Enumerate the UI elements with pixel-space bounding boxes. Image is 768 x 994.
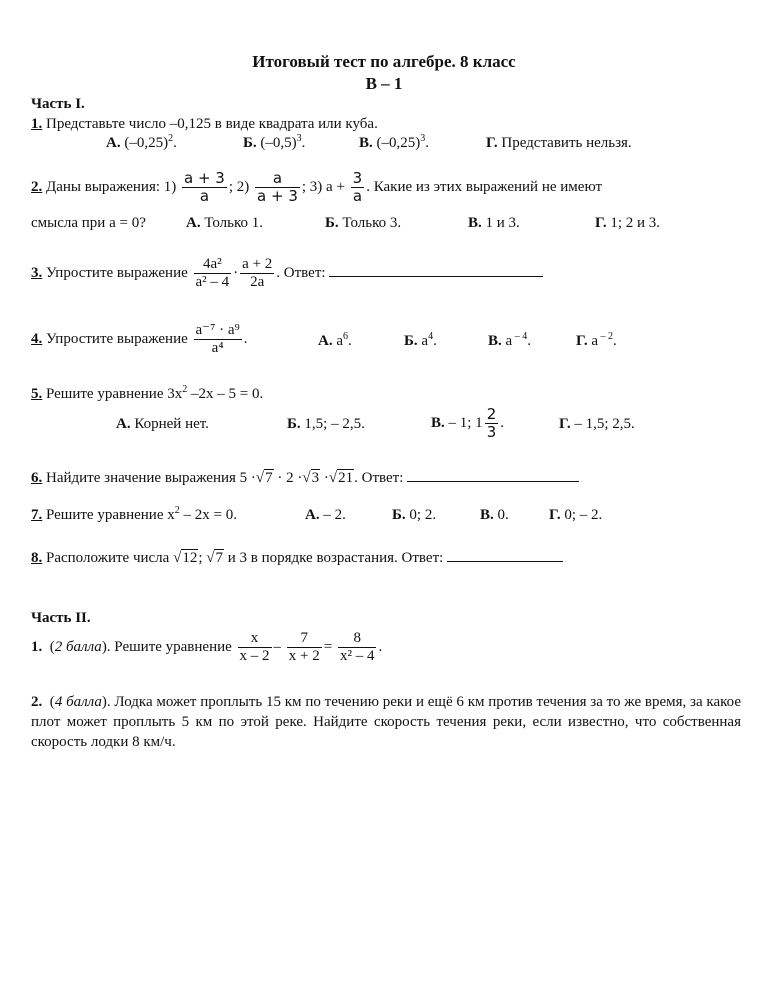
part2-question-1: 1. (2 балла). Решите уравнение $\frac{x}{x - 2}$ – $\frac{7}{x + 2}$ = $\frac{8}{\text{x² – 4}}$ . — [31, 630, 383, 664]
q4-fraction: $\frac{\text{a⁻⁷ · a⁹}}{\text{a⁴}}$ — [195, 322, 240, 356]
p2q1-fraction-2: $\frac{7}{x + 2}$ — [288, 630, 320, 664]
q7-option-a: А. – 2. — [305, 507, 346, 523]
question-2: 2. Даны выражения: 1) $\frac{a + 3}{a}$ ; 2) $\frac{a}{a + 3}$ ; 3) a + $\frac{3}{a}$ . Какие из этих выражений не имеют — [31, 169, 603, 205]
question-5: 5. Решите уравнение $3x^2$ –2x – 5 = 0. — [31, 384, 264, 402]
q2-option-a: А. Только 1. — [186, 215, 264, 231]
question-number: 1. — [31, 116, 43, 132]
q3-fraction-1: $\frac{\text{4a²}}{\text{a² – 4}}$ — [195, 256, 230, 290]
q1-option-b: Б. $(-0,5)^3$. — [243, 133, 306, 151]
q5-option-c: В. – 1; 1 $\frac{2}{3}$ . — [431, 405, 504, 441]
sqrt-3: √3 — [302, 470, 320, 486]
q2-expression-2: $\frac{a}{a + 3}$ — [257, 169, 298, 205]
p2q1-fraction-3: $\frac{8}{\text{x² – 4}}$ — [339, 630, 375, 664]
q4-option-d: Г. a $^{- 2}$. — [576, 331, 617, 349]
q1-option-d: Г. Представить нельзя. — [486, 135, 632, 151]
question-text: Представьте число –0,125 в виде квадрата или куба. — [46, 116, 378, 132]
q3-fraction-2: $\frac{a + 2}{2a}$ — [242, 256, 273, 290]
p2q1-fraction-1: $\frac{x}{x - 2}$ — [239, 630, 270, 664]
question-3: 3. Упростите выражение $\frac{\text{4a²}}{\text{a² – 4}}$ · $\frac{a + 2}{2a}$ . Ответ: — [31, 256, 543, 291]
part1-heading: Часть I. — [31, 96, 85, 112]
q5-option-a: А. Корней нет. — [116, 416, 209, 432]
q4-option-c: В. a $^{- 4}$. — [488, 331, 531, 349]
q2-line-2: смысла при а = 0? — [31, 215, 146, 231]
question-8: 8. Расположите числа √12; √7 и 3 в порядке возрастания. Ответ: — [31, 550, 563, 567]
q1-option-c: В. $(-0,25)^3$. — [359, 133, 430, 151]
part2-heading: Часть II. — [31, 610, 91, 626]
q7-option-c: В. 0. — [480, 507, 509, 523]
sqrt-12: √12 — [173, 550, 198, 566]
q5-option-b: Б. 1,5; – 2,5. — [287, 416, 365, 432]
q7-option-b: Б. 0; 2. — [392, 507, 437, 523]
part2-question-2: 2. (4 балла). Лодка может проплыть 15 км по течению реки и ещё 6 км против течения за то же время, за какое плот может проплыть 5 км по этой реке. Найдите скорость течения реки, если известно, что собственная скорость лодки 8 км/ч. — [31, 694, 741, 750]
q5-mixed-fraction: $\frac{2}{3}$ — [486, 405, 497, 441]
q4-option-b: Б. $a^4$. — [404, 331, 437, 349]
sqrt-7: √7 — [255, 470, 273, 486]
q2-option-c: В. 1 и 3. — [468, 215, 520, 231]
question-7: 7. Решите уравнение $x^2 - 2x = 0$. — [31, 505, 237, 523]
q5-option-d: Г. – 1,5; 2,5. — [559, 416, 635, 432]
answer-blank[interactable] — [407, 481, 579, 482]
variant-label: В – 1 — [365, 74, 403, 93]
sqrt-7: √7 — [206, 550, 223, 566]
question-4: 4. Упростите выражение $\frac{\text{a⁻⁷ · a⁹}}{\text{a⁴}}$ . — [31, 322, 248, 356]
q1-option-a: А. $(-0,25)^2$. — [106, 133, 177, 151]
q2-option-d: Г. 1; 2 и 3. — [595, 215, 661, 231]
q2-option-b: Б. Только 3. — [325, 215, 402, 231]
answer-blank[interactable] — [329, 276, 543, 277]
answer-blank[interactable] — [447, 561, 563, 562]
sqrt-21: √21 — [328, 470, 354, 486]
q7-option-d: Г. 0; – 2. — [549, 507, 603, 523]
q4-option-a: А. $a^6$. — [318, 331, 352, 349]
question-6: 6. Найдите значение выражения 5 ·√7 · 2 ·√3 ·√21. Ответ: — [31, 470, 579, 487]
q2-expression-3: $\frac{3}{a}$ — [352, 169, 363, 205]
q2-expression-1: $\frac{a + 3}{a}$ — [184, 169, 225, 205]
page-title: Итоговый тест по алгебре. 8 класс — [252, 52, 516, 71]
question-1 — [31, 116, 378, 133]
